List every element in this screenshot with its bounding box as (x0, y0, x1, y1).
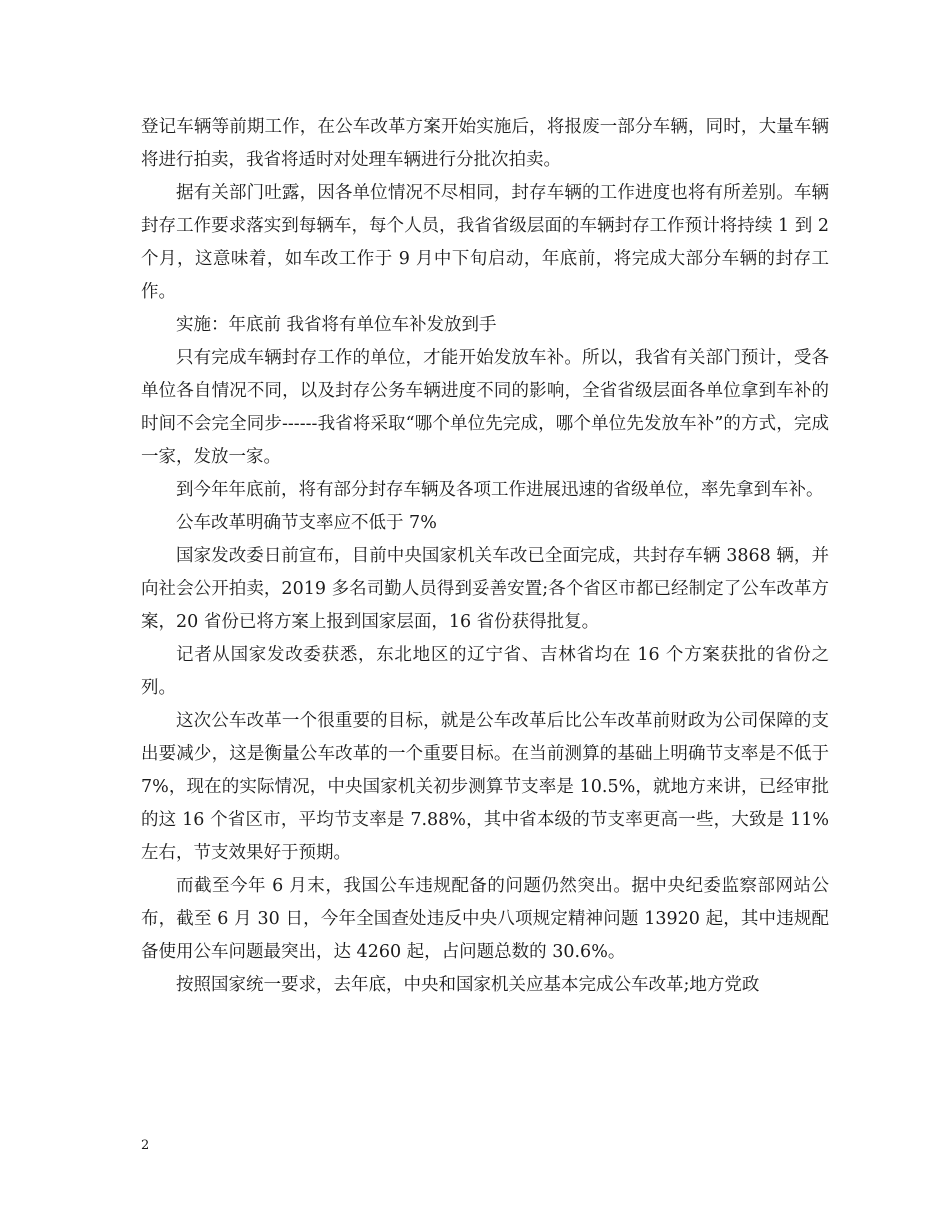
paragraph-ndrc-announcement: 国家发改委日前宣布，目前中央国家机关车改已全面完成，共封存车辆 3868 辆，并向社会公开拍卖，2019 多名司勤人员得到妥善安置;各个省区市都已经制定了公车改革方案，20 省份已将方案上报到国家层面，16 省份获得批复。 (141, 546, 829, 632)
paragraph-violations: 而截至今年 6 月末，我国公车违规配备的问题仍然突出。据中央纪委监察部网站公布，截至 6 月 30 日，今年全国查处违反中央八项规定精神问题 13920 起，其中违规配备使用公车问题最突出，达 4260 起，占问题总数的 30.6%。 (141, 876, 829, 962)
page-number: 2 (141, 1138, 150, 1153)
paragraph-subsidy-distribution: 只有完成车辆封存工作的单位，才能开始发放车补。所以，我省有关部门预计，受各单位各自情况不同，以及封存公务车辆进度不同的影响，全省省级层面各单位拿到车补的时间不会完全同步------我省将采取“哪个单位先完成，哪个单位先发放车补”的方式，完成一家，发放一家。 (141, 348, 829, 467)
document-body (141, 111, 829, 1002)
paragraph-national-requirements: 按照国家统一要求，去年底，中央和国家机关应基本完成公车改革;地方党政 (176, 975, 760, 995)
paragraph-reform-goal: 这次公车改革一个很重要的目标，就是公车改革后比公车改革前财政为公司保障的支出要减少，这是衡量公车改革的一个重要目标。在当前测算的基础上明确节支率是不低于 7%，现在的实际情况，中央国家机关初步测算节支率是 10.5%，就地方来讲，已经审批的这 16 个省区市，平均节支率是 7.88%，其中省本级的节支率更高一些，大致是 11%左右，节支效果好于预期。 (141, 711, 829, 863)
paragraph-northeast-provinces: 记者从国家发改委获悉，东北地区的辽宁省、吉林省均在 16 个方案获批的省份之列。 (141, 645, 829, 698)
section-heading-implementation: 实施：年底前 我省将有单位车补发放到手 (176, 315, 497, 335)
paragraph-year-end-subsidy: 到今年年底前，将有部分封存车辆及各项工作进展迅速的省级单位，率先拿到车补。 (176, 480, 824, 500)
paragraph-vehicle-sealing-progress: 据有关部门吐露，因各单位情况不尽相同，封存车辆的工作进度也将有所差别。车辆封存工作要求落实到每辆车，每个人员，我省省级层面的车辆封存工作预计将持续 1 到 2 个月，这意味着，如车改工作于 9 月中下旬启动，年底前，将完成大部分车辆的封存工作。 (141, 183, 829, 302)
paragraph-continuation: 登记车辆等前期工作，在公车改革方案开始实施后，将报废一部分车辆，同时，大量车辆将进行拍卖，我省将适时对处理车辆进行分批次拍卖。 (141, 117, 829, 170)
section-heading-saving-rate: 公车改革明确节支率应不低于 7% (176, 513, 437, 533)
